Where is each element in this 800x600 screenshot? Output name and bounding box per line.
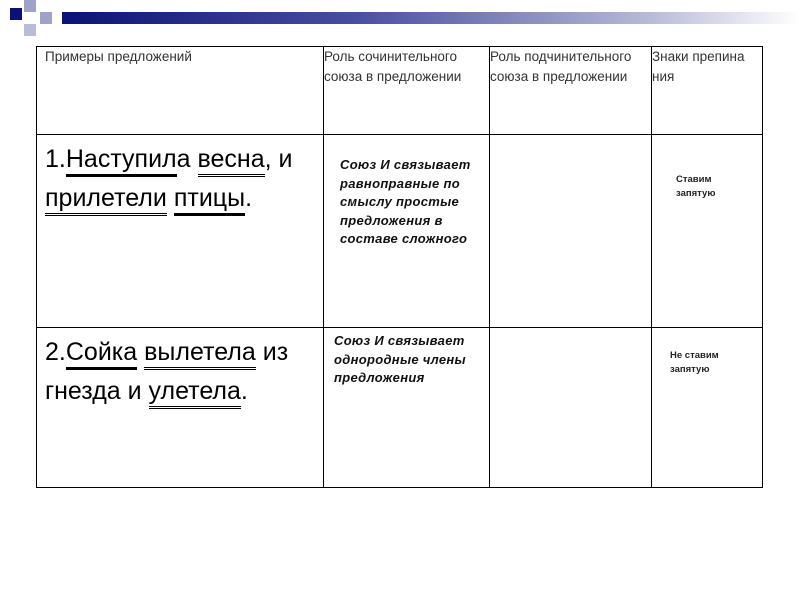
decor-square-dark (10, 8, 22, 20)
coord-role-text: Союз И связывает однородные члены предложения (334, 333, 466, 385)
subject-underlined: птицы (174, 184, 245, 216)
decor-square-light (24, 0, 36, 12)
header-label: Примеры предложений (45, 49, 192, 64)
header-examples (37, 47, 324, 135)
decor-gradient-bar (62, 12, 800, 24)
predicate-underlined: весна (198, 145, 265, 177)
header-label: Знаки препина ния (652, 49, 745, 84)
subord-role-cell (490, 135, 652, 328)
sentence-fragment: из гнезда и (45, 338, 289, 405)
table-row (37, 135, 763, 328)
sentence-number: 1. (45, 145, 66, 173)
coord-role-cell (324, 135, 490, 328)
sentence-cell (37, 328, 324, 488)
punctuation-cell (652, 135, 763, 328)
header-label: Роль сочинительного союза в предложении (324, 49, 462, 84)
sentence-number: 2. (45, 338, 66, 366)
punctuation-text: Не ставим запятую (670, 350, 719, 375)
punctuation-cell (652, 328, 763, 488)
sentence-fragment: а (176, 145, 191, 173)
header-label: Роль подчинительного союза в предложении (490, 49, 632, 84)
predicate-underlined: вылетела (144, 338, 256, 370)
decor-square-light (24, 24, 36, 36)
sentence-fragment (167, 184, 174, 212)
punctuation-text: Ставим запятую (676, 174, 716, 199)
sentence-cell (37, 135, 324, 328)
header-punctuation (652, 47, 763, 135)
sentence-fragment: . (240, 377, 248, 405)
header-coord-role (324, 47, 490, 135)
header-subord-role (490, 47, 652, 135)
predicate-underlined: улетела (149, 377, 241, 409)
coord-role-cell (324, 328, 490, 488)
sentence-fragment: , и (264, 145, 293, 173)
syntax-table (36, 46, 763, 488)
coord-role-text: Союз И связывает равноправные по смыслу простые предложения в составе сложного (340, 157, 471, 246)
subject-underlined: Наступил (66, 145, 177, 177)
decor-square-light (40, 12, 52, 24)
subject-underlined: Сойка (66, 338, 137, 370)
predicate-underlined: прилетели (45, 184, 167, 216)
subord-role-cell (490, 328, 652, 488)
sentence-text (37, 135, 323, 218)
sentence-text (37, 328, 323, 411)
sentence-fragment: . (245, 184, 253, 212)
table-row (37, 328, 763, 488)
slide-header-decoration (0, 0, 800, 36)
table-header-row (37, 47, 763, 135)
